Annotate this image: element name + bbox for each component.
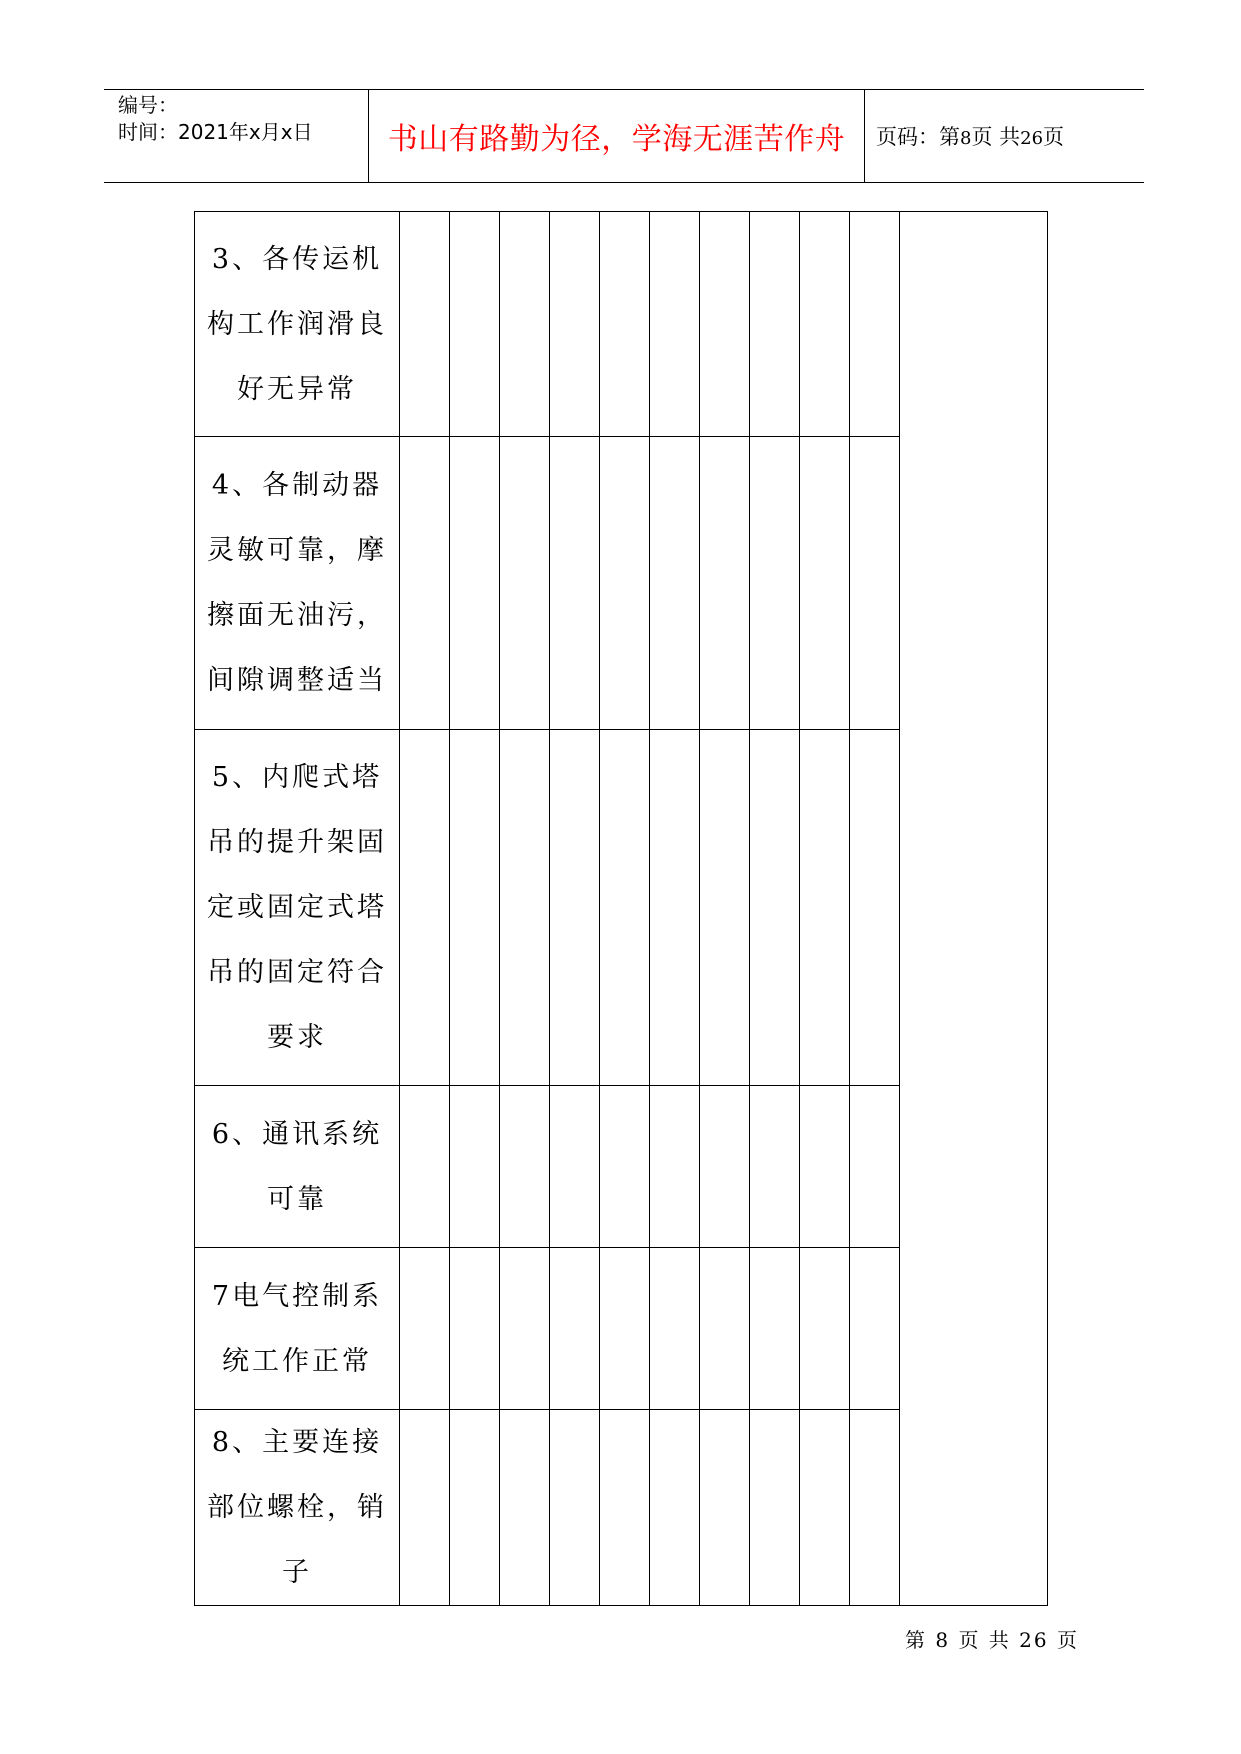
check-cell: [450, 1248, 500, 1410]
table-row: [195, 212, 1048, 437]
inspection-item-text: 5、内爬式塔吊的提升架固定或固定式塔吊的固定符合要求: [207, 762, 387, 1053]
check-cell: [850, 1410, 900, 1606]
check-cell: [850, 1086, 900, 1248]
inspection-item-text: 4、各制动器灵敏可靠，摩擦面无油污，间隙调整适当: [207, 470, 387, 696]
check-cell: [650, 1410, 700, 1606]
inspection-item-text: 6、通讯系统可靠: [211, 1118, 383, 1215]
check-cell: [700, 212, 750, 437]
inspection-item-cell: [195, 1248, 400, 1410]
check-cell: [800, 1410, 850, 1606]
check-cell: [550, 212, 600, 437]
check-cell: [450, 212, 500, 437]
header-motto-cell: [369, 90, 865, 182]
inspection-item-cell: [195, 1086, 400, 1248]
check-cell: [800, 437, 850, 730]
check-cell: [450, 1086, 500, 1248]
check-cell: [700, 1410, 750, 1606]
inspection-item-cell: [195, 437, 400, 730]
check-cell: [400, 1410, 450, 1606]
header-page-info: [876, 121, 1064, 151]
inspection-item-text: 7电气控制系统工作正常: [211, 1280, 383, 1377]
check-cell: [550, 1248, 600, 1410]
inspection-item-cell: [195, 730, 400, 1086]
page-current: 8: [960, 128, 972, 149]
doc-number-label: 编号：: [118, 93, 178, 117]
check-cell: [600, 1086, 650, 1248]
inspection-item-cell: [195, 1410, 400, 1606]
header-page-cell: [866, 90, 1144, 182]
check-cell: [700, 730, 750, 1086]
check-cell: [600, 212, 650, 437]
check-cell: [500, 1086, 550, 1248]
check-cell: [550, 730, 600, 1086]
check-cell: [650, 1248, 700, 1410]
check-cell: [400, 437, 450, 730]
header-left-cell: [104, 90, 369, 182]
check-cell: [450, 437, 500, 730]
check-cell: [800, 1086, 850, 1248]
remark-column-cell: [900, 212, 1048, 1606]
page-middle: 页 共: [971, 125, 1021, 149]
check-cell: [400, 730, 450, 1086]
inspection-item-text: 3、各传运机构工作润滑良好无异常: [207, 243, 387, 405]
check-cell: [650, 437, 700, 730]
check-cell: [750, 1410, 800, 1606]
inspection-table: [194, 211, 1048, 1606]
check-cell: [800, 730, 850, 1086]
check-cell: [550, 1410, 600, 1606]
check-cell: [850, 1248, 900, 1410]
check-cell: [700, 1248, 750, 1410]
check-cell: [600, 1410, 650, 1606]
check-cell: [850, 212, 900, 437]
page-prefix: 页码：第: [876, 125, 960, 149]
page-footer: 第 8 页 共 26 页: [905, 1628, 1079, 1652]
check-cell: [600, 1248, 650, 1410]
check-cell: [500, 212, 550, 437]
page-suffix: 页: [1043, 125, 1065, 149]
check-cell: [700, 437, 750, 730]
check-cell: [750, 437, 800, 730]
check-cell: [500, 730, 550, 1086]
check-cell: [800, 1248, 850, 1410]
page-header: [104, 89, 1144, 183]
check-cell: [750, 1086, 800, 1248]
check-cell: [400, 1248, 450, 1410]
check-cell: [400, 1086, 450, 1248]
check-cell: [650, 730, 700, 1086]
check-cell: [600, 437, 650, 730]
check-cell: [650, 212, 700, 437]
check-cell: [550, 437, 600, 730]
check-cell: [450, 1410, 500, 1606]
check-cell: [500, 437, 550, 730]
check-cell: [750, 730, 800, 1086]
check-cell: [550, 1086, 600, 1248]
check-cell: [500, 1410, 550, 1606]
motto: 书山有路勤为径，学海无涯苦作舟: [387, 122, 846, 157]
check-cell: [500, 1248, 550, 1410]
check-cell: [400, 212, 450, 437]
check-cell: [850, 437, 900, 730]
inspection-item-text: 8、主要连接部位螺栓，销子: [207, 1427, 387, 1588]
check-cell: [650, 1086, 700, 1248]
date-line: 时间：2021年x月x日: [118, 120, 313, 144]
check-cell: [850, 730, 900, 1086]
check-cell: [700, 1086, 750, 1248]
check-cell: [750, 1248, 800, 1410]
check-cell: [600, 730, 650, 1086]
check-cell: [800, 212, 850, 437]
check-cell: [750, 212, 800, 437]
inspection-item-cell: [195, 212, 400, 437]
page-total: 26: [1020, 128, 1044, 149]
check-cell: [450, 730, 500, 1086]
